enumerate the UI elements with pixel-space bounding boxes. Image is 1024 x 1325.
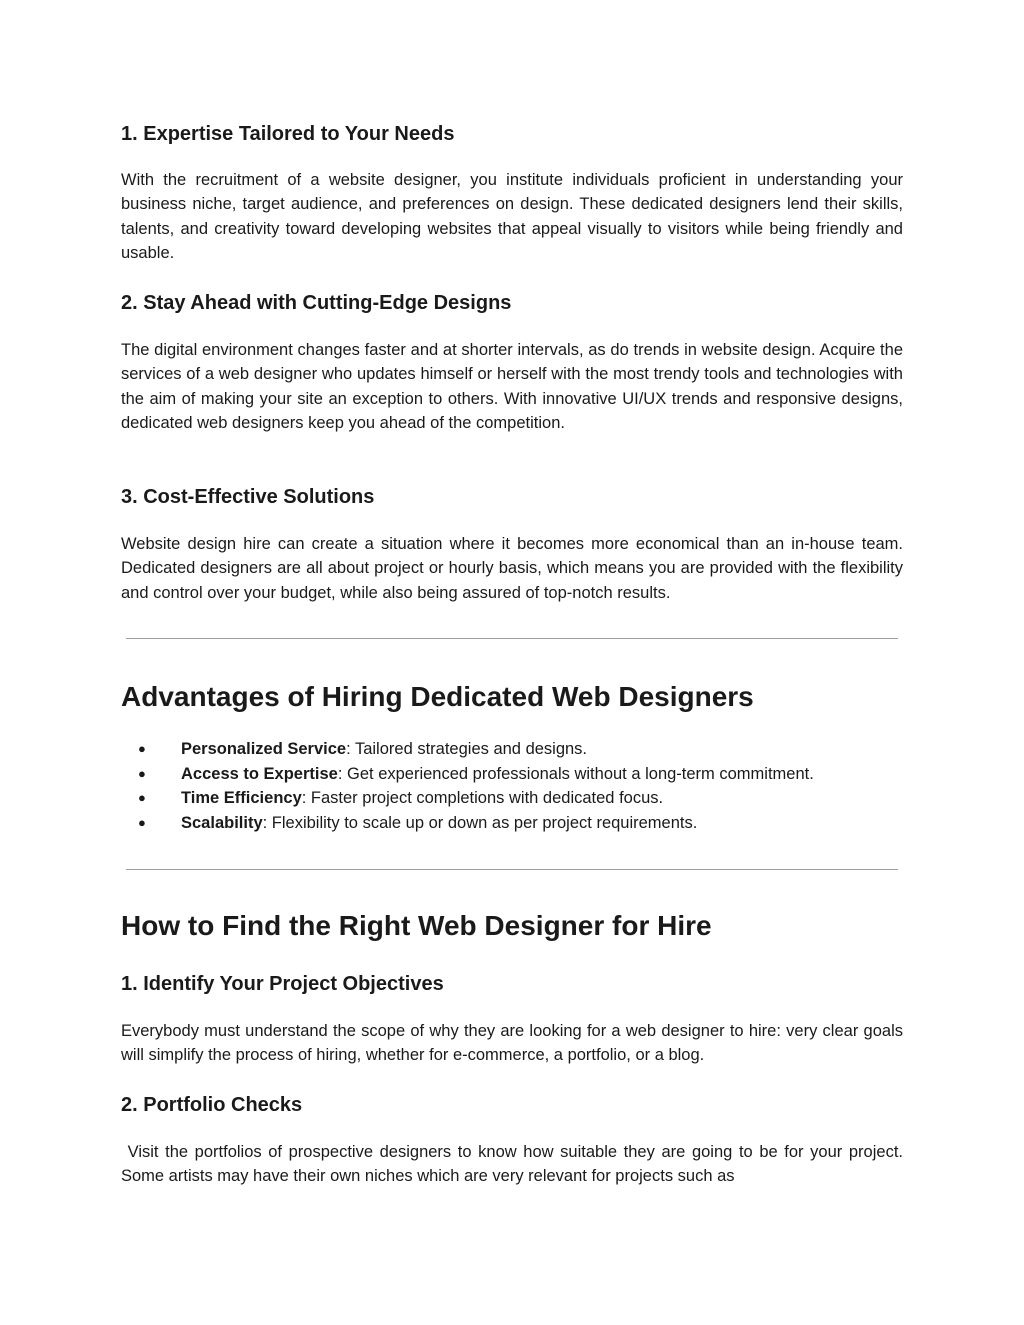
list-item-desc: : Get experienced professionals without a long-term commitment. — [337, 764, 814, 783]
section-heading-objectives: 1. Identify Your Project Objectives — [121, 973, 444, 995]
list-item — [121, 786, 903, 811]
bullet-icon: ● — [138, 741, 146, 756]
section-heading-portfolio: 2. Portfolio Checks — [121, 1094, 303, 1116]
list-item-desc: : Tailored strategies and designs. — [346, 740, 588, 758]
bullet-icon: ● — [138, 765, 146, 781]
list-item-term: Personalized Service — [181, 740, 347, 758]
list-item-term: Time Efficiency — [181, 789, 302, 807]
advantages-heading: Advantages of Hiring Dedicated Web Designers — [121, 681, 754, 712]
advantages-list — [121, 737, 903, 835]
list-item — [121, 762, 903, 787]
section-body-cost-effective: Website design hire can create a situation where it becomes more economical than an in-house team. Dedicated designers are all about project or hourly basis, which means you are provided with the flexibility and control over your budget, while also being assured of top-notch results. — [121, 535, 903, 602]
section-body-cutting-edge: The digital environment changes faster and at shorter intervals, as do trends in website design. Acquire the services of a web designer who updates himself or herself with the most trendy tools and technologies with the aim of making your site an exception to others. With innovative UI/UX trends and responsive designs, dedicated web designers keep you ahead of the competition. — [121, 341, 903, 432]
list-item-term: Access to Expertise — [181, 764, 338, 783]
list-item-term: Scalability — [181, 813, 263, 832]
list-item-desc: : Flexibility to scale up or down as per project requirements. — [262, 813, 698, 832]
list-item — [121, 811, 903, 836]
divider — [126, 638, 898, 639]
section-heading-cutting-edge: 2. Stay Ahead with Cutting-Edge Designs — [121, 292, 512, 314]
list-item — [121, 737, 903, 762]
find-designer-heading: How to Find the Right Web Designer for Hire — [121, 910, 712, 941]
section-body-expertise: With the recruitment of a website designer, you institute individuals proficient in understanding your business niche, target audience, and preferences on design. These dedicated designers lend their skills, talents, and creativity toward developing websites that appeal visually to visitors while being friendly and usable. — [121, 171, 903, 262]
section-heading-cost-effective: 3. Cost-Effective Solutions — [121, 486, 375, 508]
bullet-icon: ● — [138, 814, 146, 830]
section-heading-expertise: 1. Expertise Tailored to Your Needs — [121, 123, 455, 145]
divider — [126, 869, 898, 870]
section-body-portfolio: Visit the portfolios of prospective designers to know how suitable they are going to be for your project. Some artists may have their own niches which are very relevant for projects such as — [121, 1143, 908, 1186]
section-body-objectives: Everybody must understand the scope of why they are looking for a web designer to hire: very clear goals will simplify the process of hiring, whether for e-commerce, a portfolio, or a blog. — [121, 1022, 903, 1065]
list-item-desc: : Faster project completions with dedicated focus. — [301, 789, 664, 807]
bullet-icon: ● — [138, 790, 146, 805]
